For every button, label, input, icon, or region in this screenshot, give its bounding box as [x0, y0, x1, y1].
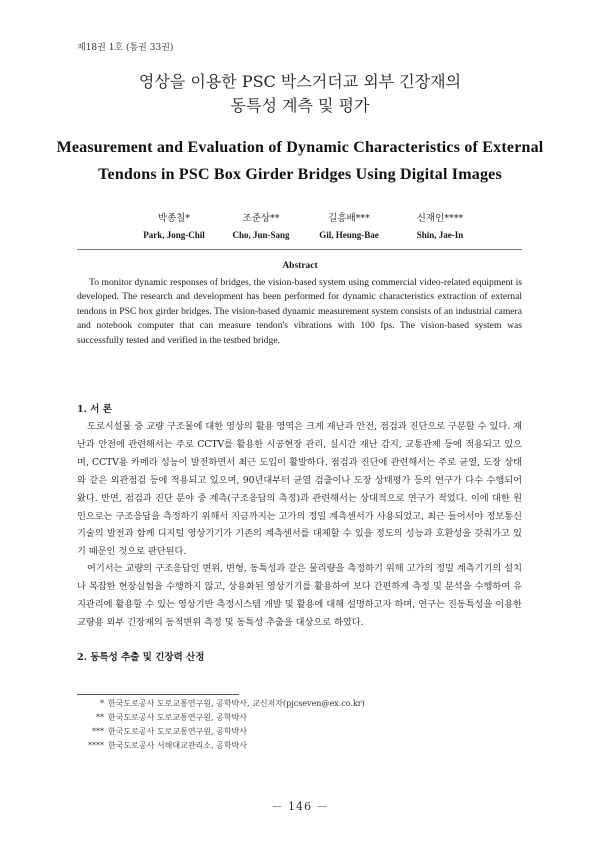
footnote-divider: [77, 694, 239, 695]
page-number: － 146 －: [271, 800, 329, 813]
english-title-line-2: Tendons in PSC Box Girder Bridges Using Digital Images: [98, 166, 502, 183]
author-korean-name: 길흥배***: [328, 213, 370, 224]
footnote-mark: ***: [92, 727, 104, 736]
author-korean-name: 신재인****: [416, 213, 464, 224]
footnote-mark: **: [96, 713, 104, 722]
author-english-name: Park, Jong-Chil: [143, 230, 205, 240]
author-4: [375, 210, 505, 240]
author-english-name: Gil, Heung-Bae: [319, 230, 379, 240]
footnote-mark: ****: [88, 741, 104, 750]
header-divider: [77, 249, 522, 250]
english-title-line-1: Measurement and Evaluation of Dynamic Characteristics of External: [56, 139, 544, 156]
korean-title-line-2: 동특성 계측 및 평가: [230, 96, 370, 115]
abstract-body: To monitor dynamic responses of bridges, the vision-based system using commercial video-related equipment is developed. The research and development has been performed for dynamic characteristics extraction of external tendons in PSC box girder bridges. The vision-based dynamic measurement system consists of an industrial camera and notebook computer that can measure tendon's vibrations with 100 fps. The vision-based system was successfully tested and verified in the testbed bridge.: [77, 277, 522, 346]
section-1-paragraph-2: 여기서는 교량의 구조응답인 변위, 변형, 동특성과 같은 물리량을 측정하기 위해 고가의 정밀 계측기기의 설치나 복잡한 현장실험을 수행하지 않고, 상용화된 영상기기를 활용하여 보다 간편하게 측정 및 분석을 수행하여 유지관리에 활용할 수 있는 영상기반 측정시스템 개발 및 활용에 대해 설명하고자 하며, 연구는 진동특성을 이용한 교량용 외부 긴장재의 동적변위 측정 및 동특성 추출을 대상으로 하였다.: [77, 563, 522, 628]
footnote-1: [77, 697, 365, 712]
footnote-2: [77, 711, 247, 726]
author-korean-name: 조준상**: [242, 213, 280, 224]
issue-line: 제18권 1호 (통권 33권): [77, 43, 174, 53]
author-english-name: Cho, Jun-Sang: [232, 230, 290, 240]
section-1-heading: 1. 서 론: [77, 404, 112, 415]
section-1-paragraph-1: 도로시설물 중 교량 구조물에 대한 영상의 활용 영역은 크게 재난과 안전, 점검과 진단으로 구분할 수 있다. 재난과 안전에 관련해서는 주로 CCTV를 활용한 시공현장 관리, 실시간 재난 감지, 교통관제 등에 적용되고 있으며, CCTV용 카메라 성능이 발전하면서 최근 도입이 활발하다. 점검과 진단에 관련해서는 주로 균열, 도장 상태와 같은 외관점검 등에 적용되고 있으며, 90년대부터 균열 검출이나 도장 상태평가 등의 연구가 다수 수행되어왔다. 반면, 점검과 진단 분야 중 계측(구조응답의 측정)과 관련해서는 상대적으로 연구가 적었다. 이에 대한 원인으로는 구조응답을 측정하기 위해서 지금까지는 고가의 정밀 계측센서가 사용되었고, 최근 들어서야 정보통신기술의 발전과 함께 디지털 영상기기가 기존의 계측센서를 대체할 수 있을 정도의 성능과 호환성을 갖춰가고 있기 때문인 것으로 판단된다.: [77, 421, 522, 558]
footnote-text: 한국도로공사 도로교통연구원, 공학박사: [108, 713, 248, 722]
author-korean-name: 박종칠*: [157, 213, 191, 224]
footnote-3: [77, 725, 247, 740]
footnote-text: 한국도로공사 도로교통연구원, 공학박사, 교신저자(pjcseven@ex.co.kr): [108, 699, 365, 708]
footnote-text: 한국도로공사 서해대교관리소, 공학박사: [108, 741, 248, 750]
author-english-name: Shin, Jae-In: [416, 230, 464, 240]
abstract-heading: Abstract: [282, 261, 318, 271]
footnote-text: 한국도로공사 도로교통연구원, 공학박사: [108, 727, 248, 736]
footnote-4: [77, 739, 247, 754]
section-2-heading: 2. 동특성 추출 및 긴장력 산정: [77, 652, 205, 663]
footnote-mark: *: [100, 699, 104, 708]
korean-title-line-1: 영상을 이용한 PSC 박스거더교 외부 긴장재의: [138, 72, 462, 91]
